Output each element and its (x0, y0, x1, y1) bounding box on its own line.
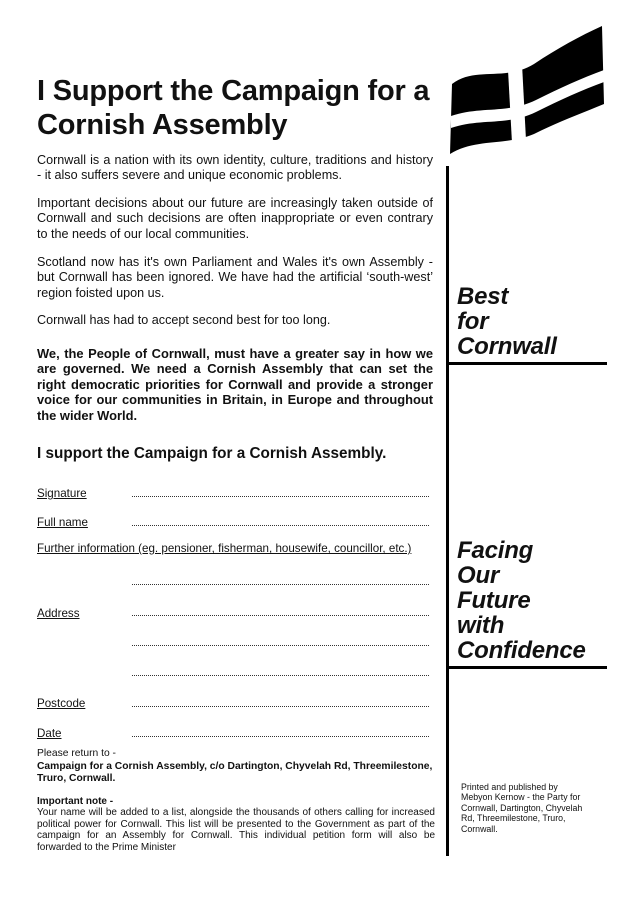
further-info-hint: (eg. pensioner, fisherman, housewife, councillor, etc.) (134, 542, 412, 555)
return-intro: Please return to - (37, 748, 116, 759)
slogan-line: Best (457, 283, 509, 310)
signature-field[interactable] (132, 496, 429, 497)
intro-paragraph-4: Cornwall has had to accept second best for too long. (37, 313, 331, 327)
return-info (37, 748, 433, 786)
further-info-field[interactable] (132, 584, 429, 585)
intro-paragraph-2: Important decisions about our future are increasingly taken outside of Cornwall and such decisions are often inappropriate or even contrary to the needs of our local communities. (37, 196, 433, 241)
intro-paragraph-1: Cornwall is a nation with its own identity, culture, traditions and history - it also suffers severe and unique economic problems. (37, 153, 433, 183)
slogan-line: with (457, 612, 505, 639)
return-address: Campaign for a Cornish Assembly, c/o Dartington, Chyvelah Rd, Threemilestone, Truro, Cornwall. (37, 760, 433, 785)
slogan-line: Facing (457, 537, 534, 564)
date-label: Date (37, 727, 62, 740)
page-title: I Support the Campaign for a Cornish Assembly (37, 75, 430, 141)
slogan-line: Our (457, 562, 500, 589)
bold-paragraph: We, the People of Cornwall, must have a greater say in how we are governed. We need a Cornish Assembly that can set the right democratic priorities for Cornwall and provide a stronger voice for our communities in Britain, in Europe and throughout the wider World. (37, 346, 433, 423)
intro-paragraph-3: Scotland now has it's own Parliament and Wales it's own Assembly - but Cornwall has been ignored. We have had the artificial ‘south-west’ region foisted upon us. (37, 255, 433, 300)
signature-label: Signature (37, 487, 87, 500)
note-text: Your name will be added to a list, alongside the thousands of others calling for increased political power for Cornwall. This list will be presented to the Government as part of the campaign for an Assembly for Cornwall. This individual petition form will also be forwarded to the Prime Minister (37, 807, 435, 853)
full-name-field[interactable] (132, 525, 429, 526)
slogan-line: Future (457, 587, 531, 614)
further-info-label (37, 542, 411, 555)
printed-by: Printed and published by Mebyon Kernow - the Party for Cornwall, Dartington, Chyvelah Rd, Threemilestone, Truro, Cornwall. (461, 782, 583, 834)
flag-pole (446, 166, 449, 856)
slogan-facing-future (457, 538, 586, 663)
postcode-label: Postcode (37, 697, 86, 710)
further-info-label-text: Further information (37, 542, 135, 555)
address-field-line-1[interactable] (132, 615, 429, 616)
note-title: Important note - (37, 796, 114, 807)
cornish-flag-icon (446, 22, 606, 162)
address-field-line-2[interactable] (132, 645, 429, 646)
slogan-best-for-cornwall (457, 284, 557, 359)
address-field-line-3[interactable] (132, 675, 429, 676)
date-field[interactable] (132, 736, 429, 737)
support-heading: I support the Campaign for a Cornish Assembly. (37, 445, 387, 462)
important-note (37, 796, 435, 853)
full-name-label: Full name (37, 516, 88, 529)
address-label: Address (37, 607, 80, 620)
postcode-field[interactable] (132, 706, 429, 707)
slogan-line: Confidence (457, 637, 586, 664)
divider (449, 362, 607, 365)
slogan-line: for (457, 308, 489, 335)
divider (449, 666, 607, 669)
slogan-line: Cornwall (457, 333, 557, 360)
